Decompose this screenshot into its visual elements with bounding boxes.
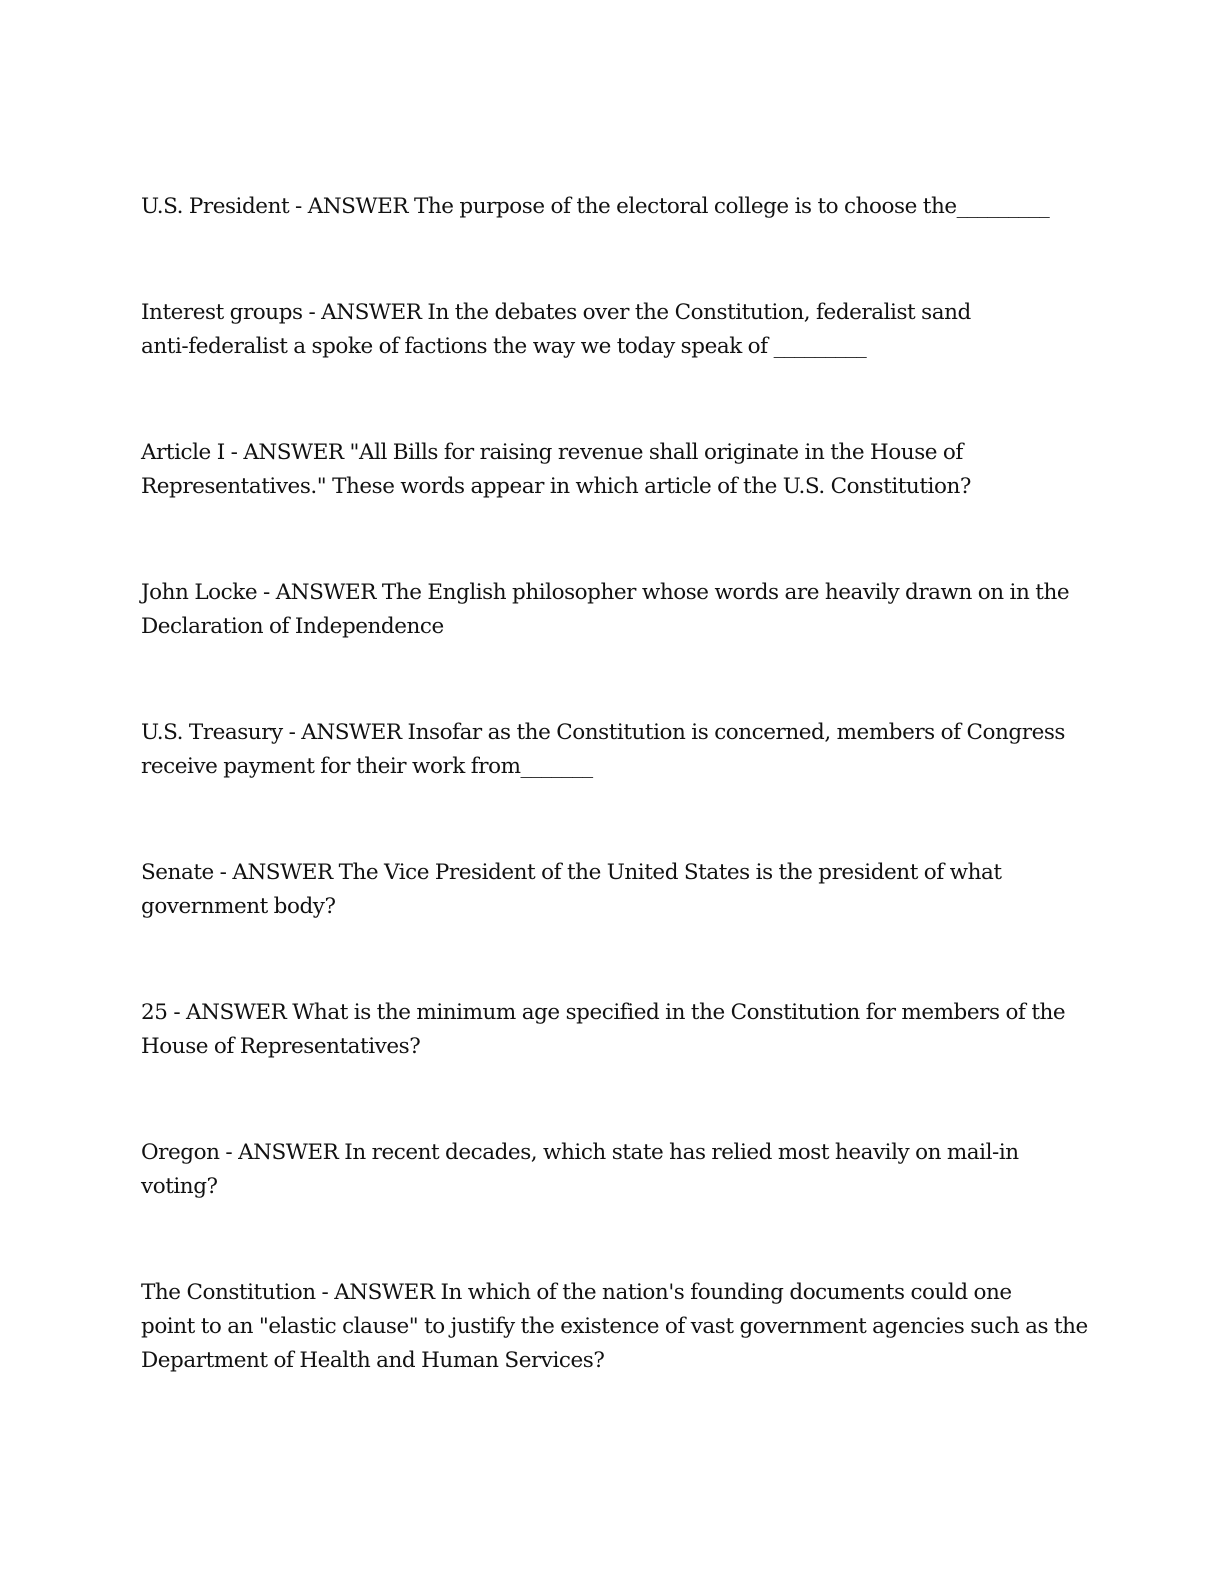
qa-text-line: Declaration of Independence xyxy=(141,614,444,639)
qa-text-line: Oregon - ANSWER In recent decades, which state has relied most heavily on mail-in xyxy=(141,1140,1019,1165)
qa-text-line: Representatives." These words appear in which article of the U.S. Constitution? xyxy=(141,474,971,499)
qa-item xyxy=(141,190,1076,224)
qa-text-line: House of Representatives? xyxy=(141,1034,421,1059)
qa-item xyxy=(141,436,1076,504)
qa-item xyxy=(141,996,1076,1064)
qa-text-line: government body? xyxy=(141,894,336,919)
qa-text-line: U.S. President - ANSWER The purpose of the electoral college is to choose the_________ xyxy=(141,194,1050,219)
qa-text-line: voting? xyxy=(141,1174,218,1199)
qa-item xyxy=(141,296,1076,364)
qa-item xyxy=(141,856,1076,924)
qa-text-line: Department of Health and Human Services? xyxy=(141,1348,605,1373)
qa-item xyxy=(141,1136,1076,1204)
qa-text-line: 25 - ANSWER What is the minimum age specified in the Constitution for members of the xyxy=(141,1000,1066,1025)
qa-text-line: Article I - ANSWER "All Bills for raising revenue shall originate in the House of xyxy=(141,440,963,465)
qa-text-line: Senate - ANSWER The Vice President of the United States is the president of what xyxy=(141,860,1002,885)
qa-text-line: point to an "elastic clause" to justify the existence of vast government agencies such as the xyxy=(141,1314,1088,1339)
qa-text-line: The Constitution - ANSWER In which of the nation's founding documents could one xyxy=(141,1280,1012,1305)
qa-item xyxy=(141,1276,1088,1378)
question-answer-list xyxy=(141,190,1088,1378)
qa-text-line: anti-federalist a spoke of factions the way we today speak of _________ xyxy=(141,334,867,359)
qa-text-line: U.S. Treasury - ANSWER Insofar as the Constitution is concerned, members of Congress xyxy=(141,720,1066,745)
qa-text-line: receive payment for their work from_______ xyxy=(141,754,593,779)
qa-item xyxy=(141,716,1076,784)
qa-text-line: John Locke - ANSWER The English philosopher whose words are heavily drawn on in the xyxy=(141,580,1070,605)
qa-item xyxy=(141,576,1076,644)
qa-text-line: Interest groups - ANSWER In the debates over the Constitution, federalist sand xyxy=(141,300,971,325)
